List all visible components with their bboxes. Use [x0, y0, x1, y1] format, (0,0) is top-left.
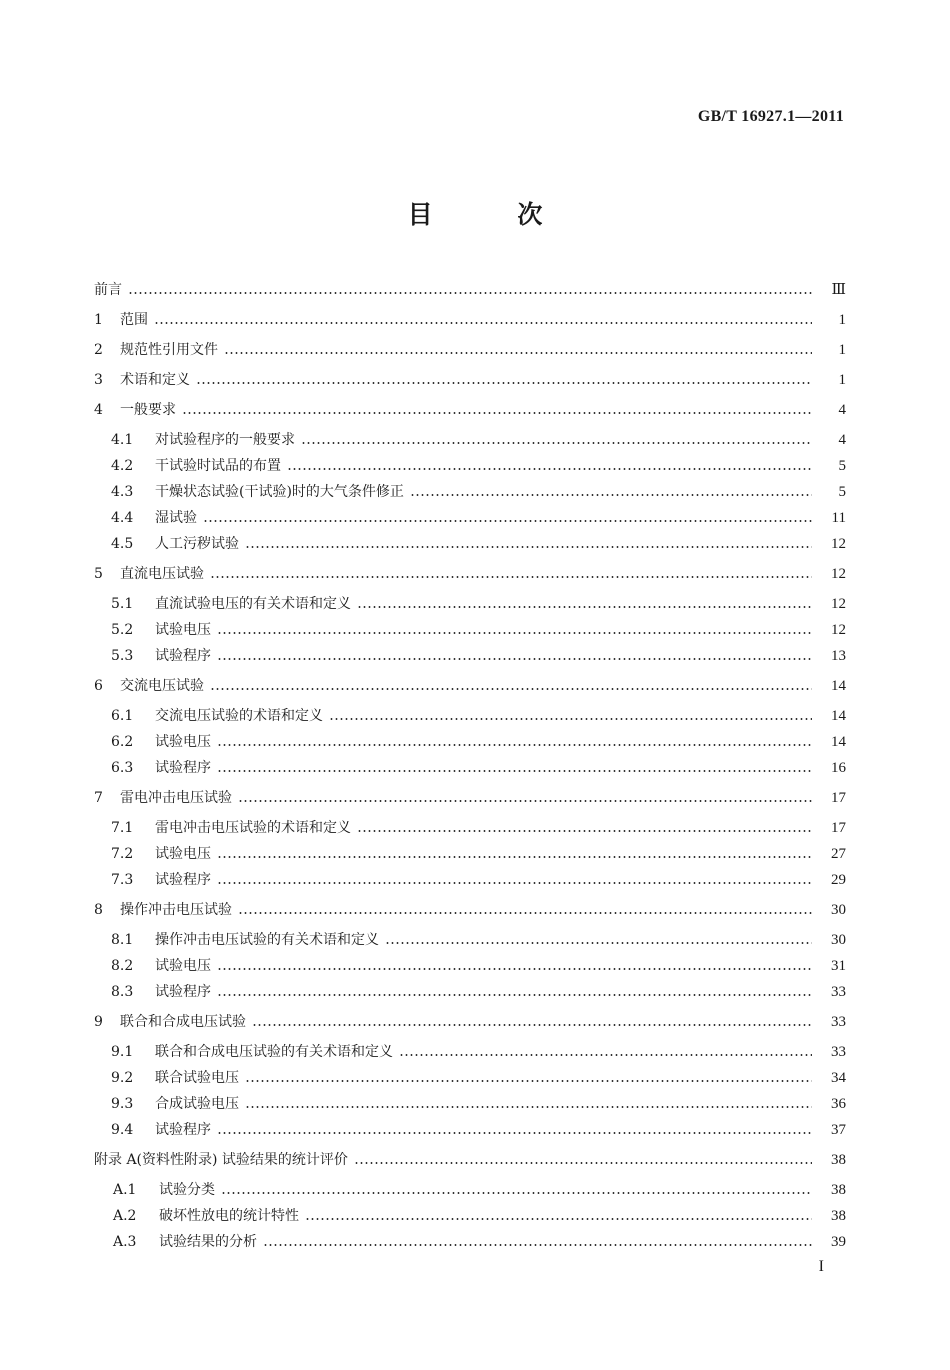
toc-entry-title: 附录 A(资料性附录) 试验结果的统计评价 — [94, 1152, 348, 1168]
toc-entry-number: 9.3 — [111, 1096, 134, 1112]
toc-entry-number: 6 — [94, 678, 103, 694]
toc-entry-heading — [0, 453, 281, 479]
toc-entry[interactable] — [0, 785, 950, 811]
toc-entry-number: 3 — [94, 372, 103, 388]
toc-entry-page: 1 — [838, 342, 846, 358]
toc-entry-heading — [0, 1065, 239, 1091]
toc-entry-page: 16 — [831, 760, 846, 776]
toc-entry-page: 34 — [831, 1070, 846, 1086]
toc-entry[interactable] — [0, 1177, 950, 1203]
toc-entry[interactable] — [0, 505, 950, 531]
toc-entry[interactable] — [0, 703, 950, 729]
toc-entry-number: A.3 — [113, 1234, 137, 1250]
toc-entry-number: 9.2 — [111, 1070, 134, 1086]
toc-entry-page: 38 — [831, 1208, 846, 1224]
toc-entry-title: 联合试验电压 — [155, 1070, 239, 1086]
toc-entry-number: 4 — [94, 402, 103, 418]
toc-entry-page: 31 — [831, 958, 846, 974]
toc-entry-heading — [0, 591, 351, 617]
toc-entry-number: 7.3 — [111, 872, 134, 888]
toc-entry-page: 38 — [831, 1152, 846, 1168]
toc-entry[interactable] — [0, 531, 950, 557]
dot-leader — [196, 382, 812, 384]
toc-entry-heading — [0, 643, 211, 669]
toc-entry-page: 1 — [838, 372, 846, 388]
toc-entry-title: 试验电压 — [155, 734, 211, 750]
toc-entry[interactable] — [0, 367, 950, 393]
toc-entry-page: 30 — [831, 932, 846, 948]
toc-entry-title: 前言 — [94, 282, 122, 298]
dot-leader — [217, 856, 812, 858]
page-title: 目 次 — [407, 200, 581, 229]
toc-entry-heading — [0, 1117, 211, 1143]
toc-entry-number: 6.3 — [111, 760, 134, 776]
toc-entry-title: 试验分类 — [159, 1182, 215, 1198]
toc-entry-title: 联合和合成电压试验的有关术语和定义 — [155, 1044, 393, 1060]
toc-entry-heading — [0, 531, 239, 557]
toc-entry-page: 17 — [831, 820, 846, 836]
toc-entry-heading — [0, 979, 211, 1005]
toc-entry-page: 12 — [831, 536, 846, 552]
standard-code: GB/T 16927.1—2011 — [697, 108, 844, 125]
toc-entry-page: 12 — [831, 566, 846, 582]
toc-entry-number: 9.1 — [111, 1044, 134, 1060]
toc-entry-title: 试验程序 — [155, 984, 211, 1000]
toc-entry-page: 5 — [838, 484, 846, 500]
dot-leader — [203, 520, 812, 522]
dot-leader — [182, 412, 812, 414]
dot-leader — [217, 994, 812, 996]
toc-entry-heading — [0, 1177, 215, 1203]
toc-entry-page: 14 — [831, 708, 846, 724]
toc-entry-title: 操作冲击电压试验 — [120, 902, 232, 918]
toc-entry[interactable] — [0, 953, 950, 979]
toc-entry[interactable] — [0, 561, 950, 587]
toc-entry-heading — [0, 1147, 348, 1173]
toc-entry-heading — [0, 1091, 239, 1117]
toc-entry-title: 试验电压 — [155, 958, 211, 974]
toc-entry[interactable] — [0, 673, 950, 699]
toc-entry-title: 对试验程序的一般要求 — [155, 432, 295, 448]
toc-entry-number: 7 — [94, 790, 103, 806]
toc-entry-number: 4.5 — [111, 536, 134, 552]
toc-entry[interactable] — [0, 277, 950, 303]
toc-entry-title: 试验电压 — [155, 622, 211, 638]
toc-entry-number: 8.1 — [111, 932, 134, 948]
toc-entry[interactable] — [0, 1065, 950, 1091]
dot-leader — [301, 442, 812, 444]
toc-entry-page: 17 — [831, 790, 846, 806]
toc-entry[interactable] — [0, 1203, 950, 1229]
toc-entry-title: 雷电冲击电压试验 — [120, 790, 232, 806]
toc-entry-page: 38 — [831, 1182, 846, 1198]
dot-leader — [238, 912, 812, 914]
dot-leader — [245, 1080, 812, 1082]
toc-entry-heading — [0, 367, 190, 393]
toc-entry-page: 14 — [831, 678, 846, 694]
toc-entry-number: 9.4 — [111, 1122, 134, 1138]
dot-leader — [385, 942, 812, 944]
toc-entry-heading — [0, 841, 211, 867]
toc-entry-title: 直流电压试验 — [120, 566, 204, 582]
dot-leader — [305, 1218, 812, 1220]
dot-leader — [154, 322, 812, 324]
toc-entry-page: 33 — [831, 1014, 846, 1030]
dot-leader — [410, 494, 812, 496]
toc-entry-heading — [0, 815, 351, 841]
toc-entry[interactable] — [0, 1229, 950, 1255]
toc-entry-heading — [0, 953, 211, 979]
toc-entry-title: 试验程序 — [155, 1122, 211, 1138]
toc-entry-page: 12 — [831, 622, 846, 638]
toc-entry[interactable] — [0, 427, 950, 453]
dot-leader — [245, 546, 812, 548]
toc-entry-heading — [0, 561, 204, 587]
toc-entry[interactable] — [0, 617, 950, 643]
toc-entry-number: 5.3 — [111, 648, 134, 664]
toc-entry-page: 12 — [831, 596, 846, 612]
dot-leader — [128, 292, 812, 294]
toc-entry-page: 37 — [831, 1122, 846, 1138]
dot-leader — [357, 830, 812, 832]
toc-entry-number: 4.3 — [111, 484, 134, 500]
dot-leader — [224, 352, 812, 354]
toc-entry-heading — [0, 1009, 246, 1035]
toc-entry-title: 雷电冲击电压试验的术语和定义 — [155, 820, 351, 836]
toc-entry-page: 1 — [838, 312, 846, 328]
toc-entry-number: 4.4 — [111, 510, 134, 526]
dot-leader — [217, 632, 812, 634]
dot-leader — [238, 800, 812, 802]
toc-entry-number: 7.2 — [111, 846, 134, 862]
toc-entry-page: 4 — [838, 402, 846, 418]
dot-leader — [399, 1054, 812, 1056]
dot-leader — [217, 744, 812, 746]
toc-entry[interactable] — [0, 979, 950, 1005]
toc-entry[interactable] — [0, 1117, 950, 1143]
dot-leader — [210, 576, 812, 578]
toc-entry-number: 9 — [94, 1014, 103, 1030]
toc-entry-number: A.1 — [113, 1182, 137, 1198]
toc-entry-number: 2 — [94, 342, 103, 358]
dot-leader — [287, 468, 812, 470]
dot-leader — [245, 1106, 812, 1108]
toc-entry-heading — [0, 1229, 257, 1255]
toc-entry-heading — [0, 277, 122, 303]
toc-entry[interactable] — [0, 897, 950, 923]
toc-entry-number: 6.2 — [111, 734, 134, 750]
toc-entry-page: 4 — [838, 432, 846, 448]
dot-leader — [217, 658, 812, 660]
dot-leader — [357, 606, 812, 608]
dot-leader — [217, 882, 812, 884]
dot-leader — [354, 1162, 812, 1164]
toc-entry-title: 破坏性放电的统计特性 — [159, 1208, 299, 1224]
toc-entry-title: 交流电压试验的术语和定义 — [155, 708, 323, 724]
toc-entry-heading — [0, 755, 211, 781]
dot-leader — [263, 1244, 812, 1246]
toc-entry[interactable] — [0, 815, 950, 841]
toc-entry-number: 5.1 — [111, 596, 134, 612]
toc-entry-page: Ⅲ — [831, 282, 846, 298]
toc-entry-number: 8 — [94, 902, 103, 918]
toc-entry-page: 13 — [831, 648, 846, 664]
toc-entry-heading — [0, 1039, 393, 1065]
toc-entry-number: 6.1 — [111, 708, 134, 724]
toc-entry-number: 1 — [94, 312, 103, 328]
toc-entry-heading — [0, 479, 404, 505]
toc-entry[interactable] — [0, 307, 950, 333]
toc-entry-number: 4.1 — [111, 432, 134, 448]
toc-entry-title: 术语和定义 — [120, 372, 190, 388]
toc-entry-number: 5.2 — [111, 622, 134, 638]
dot-leader — [217, 968, 812, 970]
toc-entry-title: 范围 — [120, 312, 148, 328]
toc-entry[interactable] — [0, 927, 950, 953]
toc-entry[interactable] — [0, 453, 950, 479]
dot-leader — [217, 770, 812, 772]
toc-entry-heading — [0, 505, 197, 531]
toc-entry-heading — [0, 867, 211, 893]
toc-entry-page: 27 — [831, 846, 846, 862]
toc-entry-title: 试验程序 — [155, 872, 211, 888]
toc-entry-number: 7.1 — [111, 820, 134, 836]
toc-entry-title: 操作冲击电压试验的有关术语和定义 — [155, 932, 379, 948]
toc-entry-page: 5 — [838, 458, 846, 474]
toc-entry-title: 干燥状态试验(干试验)时的大气条件修正 — [155, 484, 404, 500]
toc-entry-page: 33 — [831, 1044, 846, 1060]
toc-entry-title: 合成试验电压 — [155, 1096, 239, 1112]
toc-entry-heading — [0, 307, 148, 333]
toc-entry[interactable] — [0, 479, 950, 505]
toc-entry-heading — [0, 897, 232, 923]
toc-entry[interactable] — [0, 337, 950, 363]
dot-leader — [217, 1132, 812, 1134]
toc-entry-heading — [0, 703, 323, 729]
toc-entry-page: 11 — [831, 510, 846, 526]
toc-entry-title: 试验结果的分析 — [159, 1234, 257, 1250]
toc-entry-page: 30 — [831, 902, 846, 918]
toc-entry[interactable] — [0, 591, 950, 617]
toc-entry[interactable] — [0, 755, 950, 781]
toc-entry[interactable] — [0, 643, 950, 669]
toc-entry-title: 试验程序 — [155, 760, 211, 776]
toc-entry-heading — [0, 729, 211, 755]
toc-entry[interactable] — [0, 1147, 950, 1173]
toc-entry-number: 4.2 — [111, 458, 134, 474]
toc-entry-number: 8.2 — [111, 958, 134, 974]
toc-entry-heading — [0, 397, 176, 423]
toc-entry[interactable] — [0, 1009, 950, 1035]
toc-entry-page: 29 — [831, 872, 846, 888]
toc-entry-number: A.2 — [113, 1208, 137, 1224]
toc-entry-page: 36 — [831, 1096, 846, 1112]
toc-entry-heading — [0, 337, 218, 363]
toc-entry-title: 人工污秽试验 — [155, 536, 239, 552]
toc-entry-title: 直流试验电压的有关术语和定义 — [155, 596, 351, 612]
toc-entry-title: 交流电压试验 — [120, 678, 204, 694]
toc-entry-page: 39 — [831, 1234, 846, 1250]
dot-leader — [329, 718, 812, 720]
toc-entry-number: 8.3 — [111, 984, 134, 1000]
toc-entry[interactable] — [0, 397, 950, 423]
toc-entry-title: 一般要求 — [120, 402, 176, 418]
toc-entry-page: 14 — [831, 734, 846, 750]
toc-entry[interactable] — [0, 1039, 950, 1065]
page-number: I — [818, 1258, 824, 1275]
toc-entry-title: 试验程序 — [155, 648, 211, 664]
toc-entry-title: 规范性引用文件 — [120, 342, 218, 358]
toc-entry-heading — [0, 427, 295, 453]
toc-entry[interactable] — [0, 1091, 950, 1117]
toc-entry-number: 5 — [94, 566, 103, 582]
toc-entry-title: 湿试验 — [155, 510, 197, 526]
toc-entry-title: 联合和合成电压试验 — [120, 1014, 246, 1030]
toc-entry[interactable] — [0, 841, 950, 867]
toc-entry-heading — [0, 785, 232, 811]
toc-entry-title: 干试验时试品的布置 — [155, 458, 281, 474]
dot-leader — [221, 1192, 812, 1194]
toc-entry-page: 33 — [831, 984, 846, 1000]
toc-entry[interactable] — [0, 867, 950, 893]
dot-leader — [252, 1024, 812, 1026]
toc-entry-title: 试验电压 — [155, 846, 211, 862]
dot-leader — [210, 688, 812, 690]
toc-entry[interactable] — [0, 729, 950, 755]
toc-entry-heading — [0, 617, 211, 643]
toc-entry-heading — [0, 927, 379, 953]
toc-entry-heading — [0, 1203, 299, 1229]
toc-entry-heading — [0, 673, 204, 699]
